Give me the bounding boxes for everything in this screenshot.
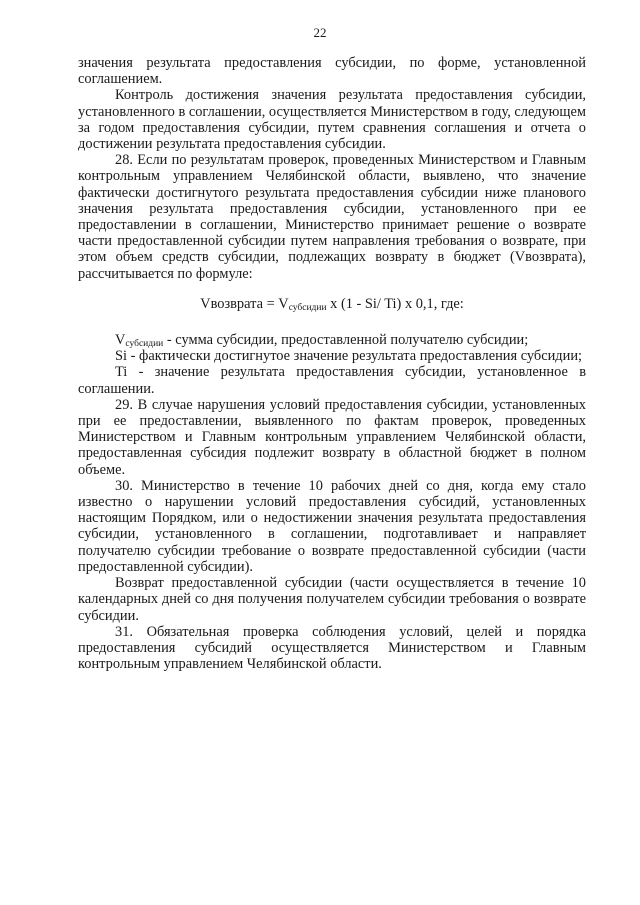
formula-subscript: субсидии xyxy=(288,302,327,313)
definition-v-text: - сумма субсидии, предоставленной получателю субсидии; xyxy=(163,332,529,349)
formula xyxy=(78,296,586,312)
definition-v xyxy=(78,332,586,348)
definition-v-subscript: субсидии xyxy=(125,339,164,350)
page-number: 22 xyxy=(313,25,327,40)
definition-ti: Ti - значение результата предоставления субсидии, установленное в соглашении. xyxy=(78,364,586,397)
paragraph-28: 28. Если по результатам проверок, проведенных Министерством и Главным контрольным управлением Челябинской области, выявлено, что значение фактически достигнутого результата предоставления субсидии ниже планового значения результата предоставления субсидии, установленного при ее предоставлении в соглашении, Министерство принимает решение о возврате части предоставленной субсидии путем направления требования о возврате, при этом объем средств субсидии, подлежащих возврату в бюджет (Vвозврата), рассчитывается по формуле: xyxy=(78,152,586,282)
paragraph-31: 31. Обязательная проверка соблюдения условий, целей и порядка предоставления субсидий осуществляется Министерством и Главным контрольным управлением Челябинской области. xyxy=(78,623,586,673)
paragraph-30: 30. Министерство в течение 10 рабочих дней со дня, когда ему стало известно о нарушении условий предоставления субсидий, установленных настоящим Порядком, или о недостижении значения результата предоставления субсидии, установленного в соглашении, подготавливает и направляет получателю субсидии требование о возврате предоставленной субсидии (части предоставленной субсидии). xyxy=(78,477,586,575)
definition-si: Si - фактически достигнутое значение результата предоставления субсидии; xyxy=(115,348,583,365)
formula-rhs: x (1 - Si/ Ti) x 0,1, где: xyxy=(326,295,464,312)
paragraph-29: 29. В случае нарушения условий предоставления субсидии, установленных при ее предоставлении, выявленного по фактам проверок, проведенных Министерством и Главным контрольным управлением Челябинской области, предоставленная субсидия подлежит возврату в областной бюджет в полном объеме. xyxy=(78,396,586,478)
paragraph-return: Возврат предоставленной субсидии (части осуществляется в течение 10 календарных дней со дня получения получателем субсидии требования о возврате субсидии. xyxy=(78,575,586,624)
paragraph-control: Контроль достижения значения результата предоставления субсидии, установленного в соглашении, осуществляется Министерством в году, следующем за годом предоставления субсидии, путем сравнения соглашения и отчета о достижении результата предоставления субсидии. xyxy=(78,87,586,153)
paragraph-continuation: значения результата предоставления субсидии, по форме, установленной соглашением. xyxy=(78,55,586,88)
definition-v-symbol: V xyxy=(115,332,126,349)
document-body xyxy=(78,55,586,672)
formula-lhs: Vвозврата = V xyxy=(200,295,289,312)
